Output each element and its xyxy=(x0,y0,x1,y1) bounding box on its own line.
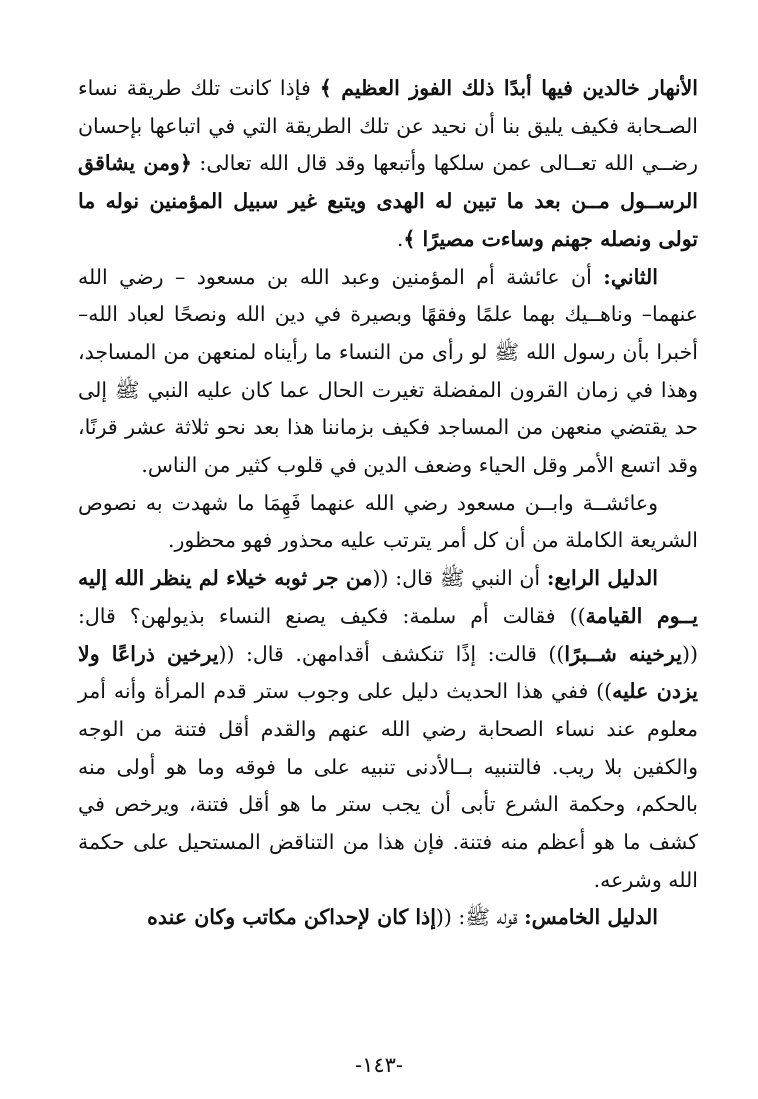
paragraph-text: )) فقالت أم سلمة: فكيف يصنع النساء بذيولهن؟ قال: (( xyxy=(78,603,698,666)
paragraph-5 xyxy=(78,899,698,937)
paragraph-1 xyxy=(78,70,698,259)
hadith-quote: من جر ثوبه خيلاء لم ينظر الله إليه يــوم القيامة xyxy=(78,566,698,628)
page-number: -١٤٣- xyxy=(354,1053,404,1077)
quran-verse-end: الأنهار خالدين فيها أبدًا ذلك الفوز العظيم ﴾ xyxy=(319,76,698,100)
hadith-quote: إذا كان لإحداكن مكاتب وكان عنده xyxy=(147,905,436,930)
paragraph-text: )) ففي هذا الحديث دليل على وجوب ستر قدم المرأة وأنه أمر معلوم عند نساء الصحابة رضي الله عنهم والقدم أقل فتنة من الوجه والكفين بلا ريب. فالتنبيه بــالأدنى تنبيه على ما فوقه وما هو أولى منه بالحكم، وحكمة الشرع تأبى أن يجب ستر ما هو أقل فتنة، ويرخص في كشف ما هو أعظم منه فتنة. فإن هذا من التناقض المستحيل على حكمة الله وشرعه. xyxy=(78,679,698,892)
paragraph-3 xyxy=(78,485,698,560)
section-heading: الدليل الرابع: xyxy=(546,566,658,591)
paragraph-text: قوله ﷺ: (( xyxy=(435,905,525,930)
paragraph-text: )) قالت: إذًا تنكشف أقدامهن. قال: (( xyxy=(218,641,565,666)
paragraph-text: أن النبي ﷺ قال: (( xyxy=(372,566,547,591)
paragraph-text: . xyxy=(396,226,404,251)
paragraph-4 xyxy=(78,560,698,899)
paragraph-text: فإذا كانت تلك طريقة نساء الصـحابة فكيف يليق بنا أن نحيد عن تلك الطريقة التي في اتباعها بإحسان رضــي الله تعــالى عمن سلكها وأتبعها وقد قال الله تعالى: xyxy=(78,76,698,176)
section-heading: الثاني: xyxy=(603,264,658,289)
paragraph-text: وعائشــة وابــن مسعود رضي الله عنهما فَهِمَا ما شهدت به نصوص الشريعة الكاملة من أن كل أمر يترتب عليه محذور فهو محظور. xyxy=(78,490,698,553)
hadith-quote: يرخينه شــبرًا xyxy=(564,641,682,666)
section-heading: الدليل الخامس: xyxy=(524,905,658,930)
paragraph-text: أن عائشة أم المؤمنين وعبد الله بن مسعود – رضي الله عنهما– وناهــيك بهما علمًا وفقهًا وبصيرة في دين الله ونصحًا لعباد الله– أخبرا بأن رسول الله ﷺ لو رأى من النساء ما رأيناه لمنعهن من المساجد، وهذا في زمان القرون المفضلة تغيرت الحال عما كان عليه النبي ﷺ إلى حد يقتضي منعهن من المساجد فكيف بزماننا هذا بعد نحو ثلاثة عشر قرنًا، وقد اتسع الأمر وقل الحياء وضعف الدين في قلوب كثير من الناس. xyxy=(78,264,698,478)
hadith-quote: يرخين ذراعًا ولا يزدن عليه xyxy=(78,641,698,704)
paragraph-2 xyxy=(78,259,698,485)
quran-verse: ﴿ومن يشاقق الرســول مــن بعد ما تبين له الهدى ويتبع غير سبيل المؤمنين نوله ما تولى ونصله جهنم وساءت مصيرًا ﴾ xyxy=(78,151,698,251)
body-text xyxy=(78,70,698,937)
